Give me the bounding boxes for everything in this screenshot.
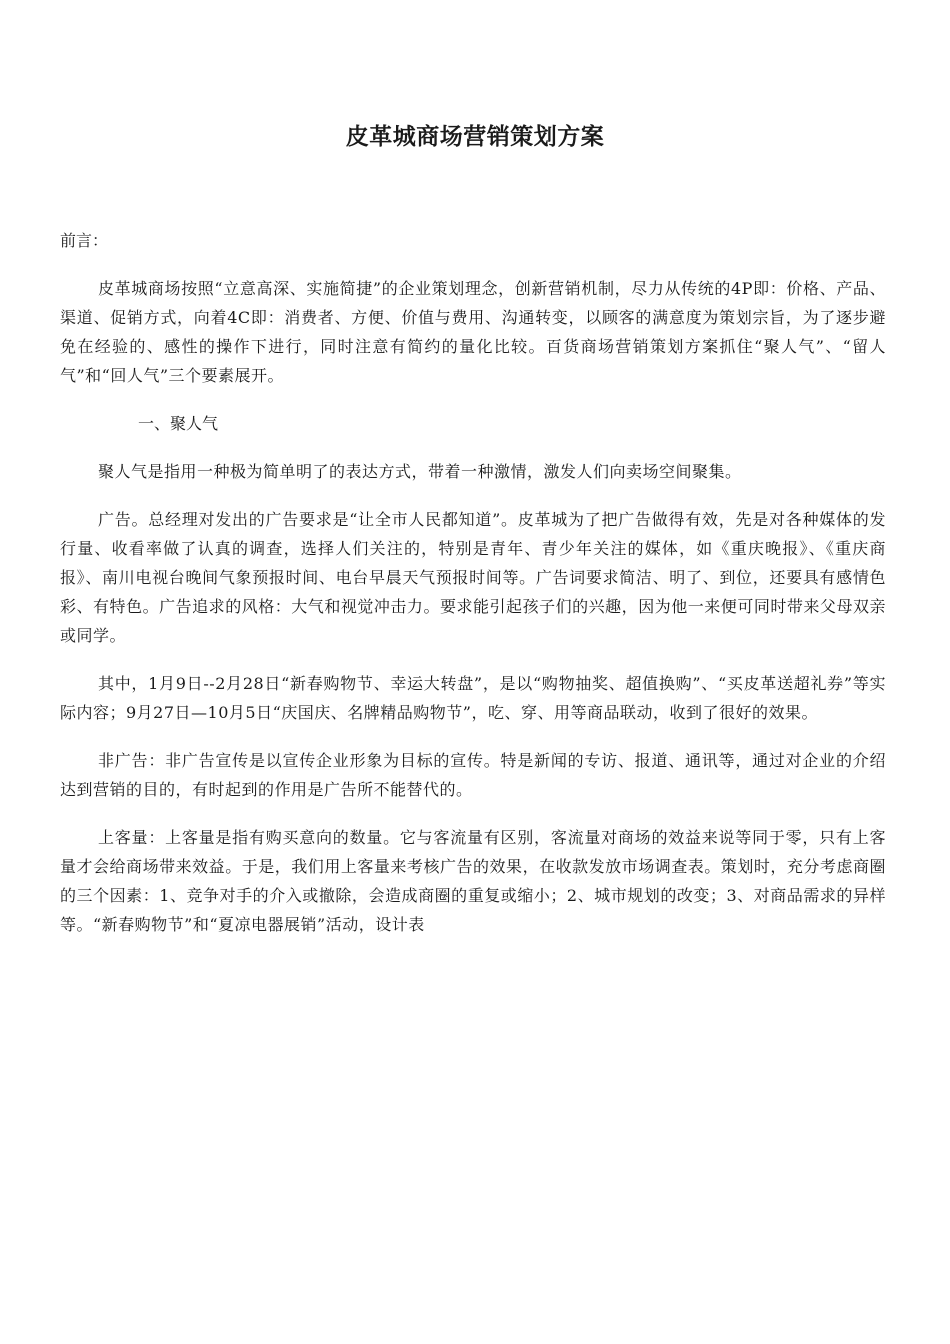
body-paragraph: 非广告：非广告宣传是以宣传企业形象为目标的宣传。特是新闻的专访、报道、通讯等，通过对企业的介绍达到营销的目的，有时起到的作用是广告所不能替代的。 — [60, 751, 886, 799]
intro-paragraph: 皮革城商场按照“立意高深、实施简捷”的企业策划理念，创新营销机制，尽力从传统的4P即：价格、产品、渠道、促销方式，向着4C即：消费者、方便、价值与费用、沟通转变，以顾客的满意度为策划宗旨，为了逐步避免在经验的、感性的操作下进行，同时注意有简约的量化比较。百货商场营销策划方案抓住“聚人气”、“留人气”和“回人气”三个要素展开。 — [60, 279, 886, 385]
body-paragraph: 聚人气是指用一种极为简单明了的表达方式，带着一种激情，激发人们向卖场空间聚集。 — [98, 462, 742, 481]
preface-label: 前言： — [60, 231, 109, 250]
document-body — [60, 226, 886, 958]
body-paragraph: 其中，1月9日--2月28日“新春购物节、幸运大转盘”，是以“购物抽奖、超值换购”、“买皮革送超礼券”等实际内容；9月27日—10月5日“庆国庆、名牌精品购物节”，吃、穿、用等商品联动，收到了很好的效果。 — [60, 674, 886, 722]
section-heading-1: 一、聚人气 — [138, 414, 219, 433]
body-paragraph: 上客量：上客量是指有购买意向的数量。它与客流量有区别，客流量对商场的效益来说等同于零，只有上客量才会给商场带来效益。于是，我们用上客量来考核广告的效果，在收款发放市场调查表。策划时，充分考虑商圈的三个因素：1、竞争对手的介入或撤除，会造成商圈的重复或缩小；2、城市规划的改变；3、对商品需求的异样等。“新春购物节”和“夏凉电器展销”活动，设计表 — [60, 828, 886, 934]
document-title: 皮革城商场营销策划方案 — [345, 123, 605, 150]
body-paragraph: 广告。总经理对发出的广告要求是“让全市人民都知道”。皮革城为了把广告做得有效，先是对各种媒体的发行量、收看率做了认真的调查，选择人们关注的，特别是青年、青少年关注的媒体，如《重庆晚报》、《重庆商报》、南川电视台晚间气象预报时间、电台早晨天气预报时间等。广告词要求简洁、明了、到位，还要具有感情色彩、有特色。广告追求的风格：大气和视觉冲击力。要求能引起孩子们的兴趣，因为他一来便可同时带来父母双亲或同学。 — [60, 510, 886, 645]
